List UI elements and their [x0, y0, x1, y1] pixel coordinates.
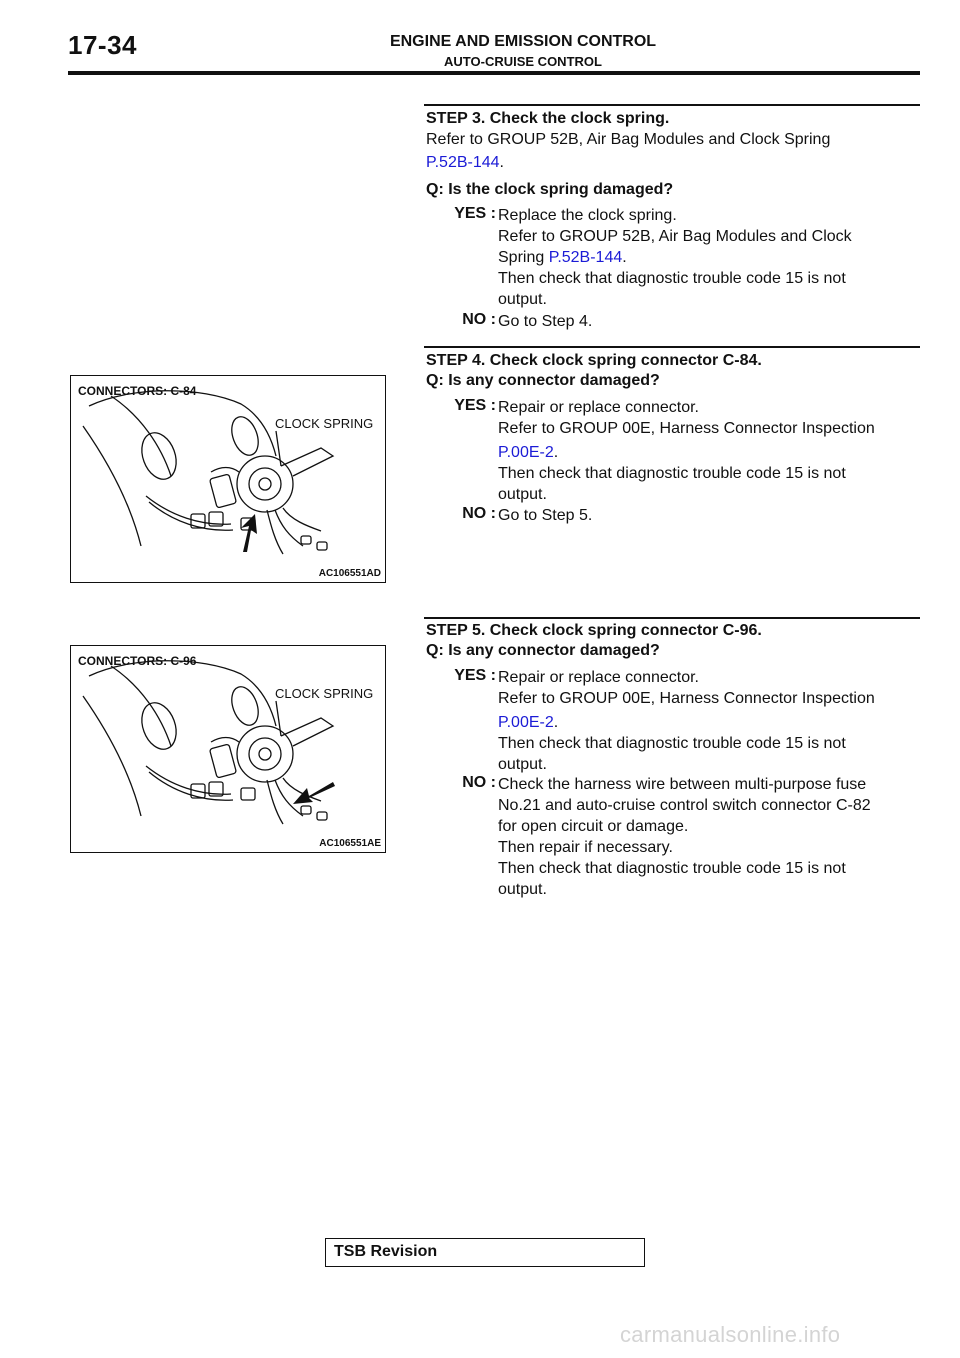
step5-no-label: NO : — [462, 774, 496, 791]
step3-link-line: P.52B-144. — [426, 154, 504, 171]
section-title: ENGINE AND EMISSION CONTROL — [389, 33, 657, 50]
step3-link[interactable]: P.52B-144 — [426, 154, 500, 171]
clock-spring-illustration — [71, 646, 386, 853]
figure-title: CONNECTORS: C-96 — [78, 654, 197, 668]
step5-title: STEP 5. Check clock spring connector C-96. — [426, 622, 762, 639]
tsb-revision-box — [325, 1238, 645, 1267]
figure-connector-c96 — [70, 645, 386, 853]
step5-no-text: Check the harness wire between multi-purpose fuse No.21 and auto-cruise control switch connector C-82 for open circuit or damage. Then repair if necessary. Then check that diagnostic trouble code 15 is not output. — [498, 776, 871, 898]
step3-no-label: NO : — [462, 311, 496, 328]
step4-title: STEP 4. Check clock spring connector C-84. — [426, 352, 762, 369]
step3-question: Q: Is the clock spring damaged? — [426, 181, 674, 198]
watermark-site: carmanualsonline.info — [620, 1322, 841, 1347]
step3-text: Refer to GROUP 52B, Air Bag Modules and Clock Spring — [426, 131, 831, 148]
step4-no-label: NO : — [462, 505, 496, 522]
step5-question: Q: Is any connector damaged? — [426, 642, 660, 659]
step4-yes-text: Repair or replace connector. Refer to GROUP 00E, Harness Connector Inspection P.00E-2. Then check that diagnostic trouble code 15 is not output. — [498, 399, 875, 503]
step4-yes-link[interactable]: P.00E-2 — [498, 444, 554, 461]
step5-yes-link[interactable]: P.00E-2 — [498, 714, 554, 731]
step4-no-text: Go to Step 5. — [498, 507, 593, 524]
step4-yes-label: YES : — [454, 397, 496, 414]
step3-yes-link[interactable]: P.52B-144 — [548, 249, 623, 266]
step5-yes-label: YES : — [454, 667, 496, 684]
page-number: 17-34 — [68, 30, 137, 60]
step3-title: STEP 3. Check the clock spring. — [426, 110, 670, 127]
step3-no-text: Go to Step 4. — [498, 313, 593, 330]
step4-rule — [424, 346, 920, 348]
section-subtitle: AUTO-CRUISE CONTROL — [444, 54, 602, 69]
step3-rule — [424, 104, 920, 106]
clock-spring-label: CLOCK SPRING — [275, 416, 374, 431]
clock-spring-illustration — [71, 376, 386, 583]
step5-yes-text: Repair or replace connector. Refer to GROUP 00E, Harness Connector Inspection P.00E-2. Then check that diagnostic trouble code 15 is not output. — [498, 669, 875, 773]
figure-title: CONNECTORS: C-84 — [78, 384, 197, 398]
step3-yes-label: YES : — [454, 205, 496, 222]
figure-code: AC106551AE — [319, 838, 381, 849]
figure-code: AC106551AD — [318, 568, 381, 579]
step4-question: Q: Is any connector damaged? — [426, 372, 660, 389]
step3-yes-text: Replace the clock spring. Refer to GROUP 52B, Air Bag Modules and Clock Spring P.52B-144. Then check that diagnostic trouble code 15 is not output. — [498, 207, 852, 308]
tsb-revision-label: TSB Revision — [334, 1243, 438, 1260]
clock-spring-label: CLOCK SPRING — [275, 686, 374, 701]
figure-connector-c84 — [70, 375, 386, 583]
step5-rule — [424, 617, 920, 619]
header-rule — [68, 71, 920, 75]
